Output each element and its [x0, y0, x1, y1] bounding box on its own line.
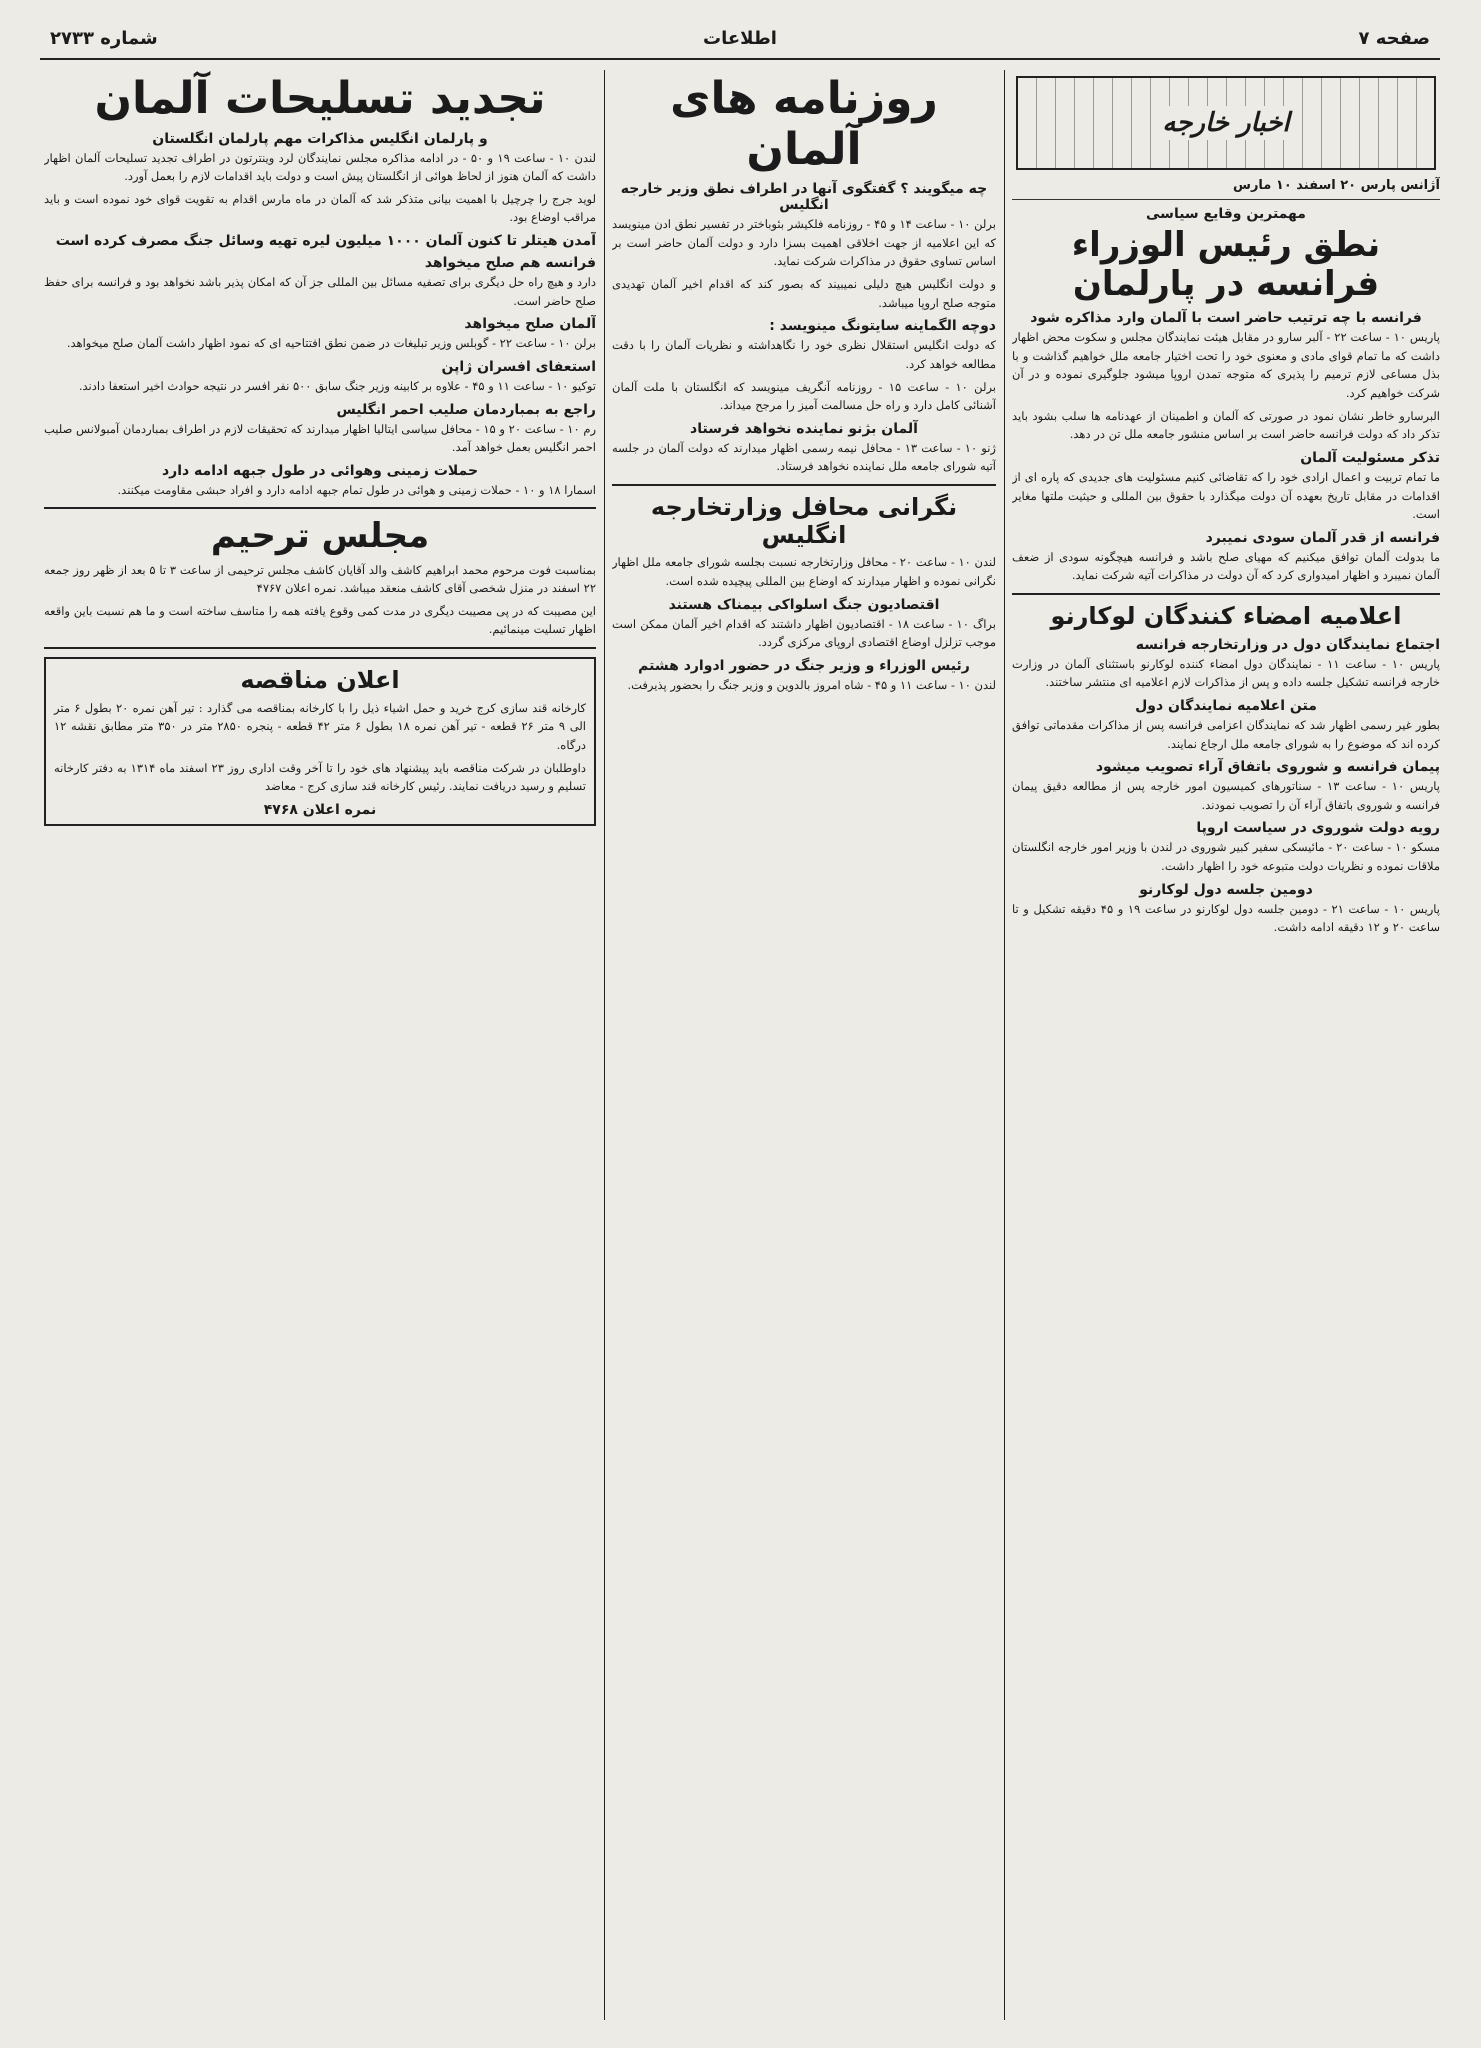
article-text: که دولت انگلیس استقلال نظری خود را نگاهداشته و نظریات آلمان را با دقت مطالعه خواهد کرد. — [612, 338, 996, 371]
section-subhead: آلمان صلح میخواهد — [464, 316, 596, 333]
headline-france-pm: نطق رئیس الوزراء فرانسه در پارلمان — [1071, 225, 1381, 305]
article-text: مسکو ۱۰ - ساعت ۲۰ - مائیسکی سفیر کبیر شوروی در لندن با وزیر امور خارجه انگلستان ملاقات نموده و نظریات دولت متبوعه خود را اظهار داشت. — [1012, 840, 1440, 874]
article-text: برلن ۱۰ - ساعت ۱۵ - روزنامه آنگریف مینویسد که انگلستان با ملت آلمان آشنائی کامل دارد و راه حل مسالمت آمیز را مرجح میداند. — [612, 379, 996, 413]
column-divider — [604, 70, 605, 2020]
section-subhead: حملات زمینی وهوائی در طول جبهه ادامه دارد — [161, 462, 479, 479]
tender-ad — [44, 657, 596, 826]
headline-foreign-office: نگرانی محافل وزارتخارجه انگلیس — [650, 493, 958, 549]
article-text: و دولت انگلیس هیچ دلیلی نمیبیند که بصور کند که اقدام اخیر آلمان تهدیدی متوجه صلح اروپا میباشد. — [612, 277, 996, 310]
subhead-france: فرانسه با چه ترتیب حاضر است با آلمان وارد مذاکره شود — [1030, 310, 1422, 327]
section-subhead: اجتماع نمایندگان دول در وزارتخارجه فرانسه — [1135, 636, 1440, 653]
article-text: رم ۱۰ - ساعت ۲۰ و ۱۵ - محافل سیاسی ایتالیا اظهار میدارند که تحقیقات لازم در اطراف بمباردمان آمبولانس صلیب احمر انگلیس بعمل خواهد آمد. — [44, 421, 596, 455]
headline-german-rearmament: تجدید تسلیحات آلمان — [94, 73, 546, 124]
article-text: اسمارا ۱۸ و ۱۰ - حملات زمینی و هوائی در طول تمام جبهه ادامه دارد و افراد حبشی مقاومت میکنند. — [117, 482, 596, 497]
tender-text: داوطلبان در شرکت مناقصه باید پیشنهاد های خود را تا آخر وقت اداری روز ۲۳ اسفند ماه ۱۳۱۴ به دفتر کارخانه تسلیم و رسید دریافت نمایند. رئیس کارخانه قند سازی کرج - معاضد — [54, 760, 586, 794]
article-text: برلن ۱۰ - ساعت ۱۴ و ۴۵ - روزنامه فلکیشر بئوباختر در تفسیر نطق ادن مینویسد که این اعلامیه از جهت اخلاقی اهمیت بسزا دارد و دولت آلمان حاضر است بر اساس تساوی حقوق در مذاکرات شرکت نماید. — [612, 217, 996, 269]
section-subhead: دومین جلسه دول لوکارنو — [1139, 881, 1313, 898]
section-subhead: راجع به بمباردمان صلیب احمر انگلیس — [336, 401, 596, 418]
section-subhead: اقتصادیون جنگ اسلواکی بیمناک هستند — [668, 596, 940, 613]
article-text: ما بدولت آلمان توافق میکنیم که مهیای صلح باشد و فرانسه هیچگونه سودی از ضعف آلمان نمیبرد و اظهار امیدواری کرد که آن دولت در مذاکرات آتیه شرکت نماید. — [1012, 549, 1440, 583]
section-subhead: متن اعلامیه نمایندگان دول — [1135, 697, 1317, 714]
subhead-parliament: و پارلمان انگلیس مذاکرات مهم پارلمان انگلستان — [152, 130, 488, 147]
tender-text: کارخانه قند سازی کرج خرید و حمل اشیاء ذیل را با کارخانه بمناقصه می گذارد : تیر آهن نمره ۲۰ بطول ۶ متر الی ۹ متر ۲۶ قطعه - تیر آهن نمره ۱۸ بطول ۶ متر ۴۲ قطعه - پنجره ۲۸۵۰ متر در ۳۵۰ متر مطابق نقشه ۱۲ درگاه. — [54, 700, 587, 752]
right-column — [1012, 70, 1440, 2025]
article-text: براگ ۱۰ - ساعت ۱۸ - اقتصادیون اظهار داشتند که اقدام اخیر آلمان ممکن است موجب تزلزل اوضاع اقتصادی اروپای مرکزی گردد. — [612, 616, 996, 650]
section-subhead: فرانسه از قدر آلمان سودی نمیبرد — [1205, 529, 1440, 546]
headline-german-papers: روزنامه های آلمان — [670, 73, 938, 175]
article-text: پاریس ۱۰ - ساعت ۱۳ - سناتورهای کمیسیون امور خارجه پس از مطالعه دقیق پیمان فرانسه و شوروی باتفاق آراء آن را تصویب نمودند. — [1012, 779, 1440, 812]
section-subhead: آلمان بژنو نماینده نخواهد فرستاد — [690, 420, 918, 437]
section-subhead: تذکر مسئولیت آلمان — [1300, 449, 1440, 466]
article-text: پاریس ۱۰ - ساعت ۲۱ - دومین جلسه دول لوکارنو در ساعت ۱۹ و ۴۵ دقیقه تشکیل و تا ساعت ۲۰ و ۱۲ دقیقه ادامه داشت. — [1012, 901, 1440, 935]
kicker: مهمترین وقایع سیاسی — [1146, 206, 1306, 222]
article-text: پاریس ۱۰ - ساعت ۱۱ - نمایندگان دول امضاء کننده لوکارنو باستثنای آلمان در وزارت خارجه فرانسه تشکیل جلسه داده و پس از مذاکرات لازم اعلامیه ای منتشر ساختند. — [1012, 656, 1440, 690]
article-text: دارد و هیچ راه حل دیگری برای تصفیه مسائل بین المللی جز آن که امکان پذیر باشد نخواهد بود و فرانسه برای حفظ صلح حاضر است. — [44, 275, 596, 308]
ad-number: نمره اعلان ۴۷۶۸ — [263, 801, 377, 818]
paper-name: اطلاعات — [703, 28, 777, 49]
section-subhead: پیمان فرانسه و شوروی باتفاق آراء تصویب میشود — [1095, 759, 1440, 776]
article-text: برلن ۱۰ - ساعت ۲۲ - گوبلس وزیر تبلیغات در ضمن نطق افتتاحیه ای که نمود اظهار داشت آلمان صلح میخواهد. — [66, 336, 596, 351]
article-text: توکیو ۱۰ - ساعت ۱۱ و ۴۵ - علاوه بر کابینه وزیر جنگ سابق ۵۰۰ نفر افسر در نتیجه حوادث اخیر استعفا دادند. — [78, 378, 596, 393]
column-divider — [1004, 70, 1005, 2020]
article-text: پاریس ۱۰ - ساعت ۲۲ - آلبر سارو در مقابل هیئت نمایندگان مجلس و سکوت محض اظهار داشت که ما تمام قوای مادی و معنوی خود را تحت اختیار جامعه ملل خواهیم گذاشت و با بذل مساعی لازم ترمیم را پذیری که متوجه تمدن اروپا میشود جلوگیری نموده و در آن شرکت خواهیم کرد. — [1012, 330, 1440, 401]
section-subhead: استعفای افسران ژاپن — [441, 358, 596, 375]
article-text: ما تمام تربیت و اعمال ارادی خود را که تقاضائی کنیم مسئولیت های جدیدی که پاره ای از اقدامات در مقابل تاریخ بعهده آن دولت میگذارد با حقوق بین المللی و حیثیت ملتها مغایر است. — [1012, 469, 1440, 522]
memorial-text: این مصیبت که در پی مصیبت دیگری در مدت کمی وقوع یافته همه را متاسف ساخته است و ما هم نسبت باین واقعه اظهار تسلیت مینمائیم. — [44, 603, 596, 637]
article-text: لندن ۱۰ - ساعت ۱۹ و ۵۰ - در ادامه مذاکره مجلس نمایندگان لرد وینترتون در اطراف تجدید تسلیحات آلمان اظهار داشت که آلمان هنوز از لحاظ هوائی از انگلستان پیش است و دولت باید اقدامات لازم را بعمل آورد. — [44, 150, 596, 184]
article-text: لوید جرج را چرچیل با اهمیت بیانی متذکر شد که آلمان در ماه مارس اقدام به تقویت قوای خود نموده است و باید مراقب اوضاع بود. — [44, 191, 596, 225]
headline-tender: اعلان مناقصه — [240, 666, 400, 695]
page-number: صفحه ۷ — [1358, 28, 1430, 49]
page-header — [40, 22, 1440, 60]
dateline: آژانس پارس ۲۰ اسفند ۱۰ مارس — [1233, 178, 1440, 193]
section-subhead: رئیس الوزراء و وزیر جنگ در حضور ادوارد هشتم — [638, 657, 970, 674]
article-text: لندن ۱۰ - ساعت ۱۱ و ۴۵ - شاه امروز بالدوین و وزیر جنگ را بحضور پذیرفت. — [627, 677, 996, 692]
middle-column — [612, 70, 996, 2025]
left-column — [44, 70, 596, 2025]
subhead-german: چه میگویند ؟ گفتگوی آنها در اطراف نطق وزیر خارجه انگلیس — [620, 181, 988, 214]
headline-locarno: اعلامیه امضاء کنندگان لوکارنو — [1050, 602, 1402, 631]
headline-memorial: مجلس ترحیم — [210, 516, 430, 557]
foreign-news-logo: اخبار خارجه — [1016, 76, 1436, 170]
article-text: ژنو ۱۰ - ساعت ۱۳ - محافل نیمه رسمی اظهار میدارند که دولت آلمان در جلسه آتیه شورای جامعه ملل نماینده نخواهد فرستاد. — [612, 440, 996, 474]
section-subhead: فرانسه هم صلح میخواهد — [424, 255, 596, 272]
memorial-text: بمناسبت فوت مرحوم محمد ابراهیم کاشف والد آقایان کاشف مجلس ترحیمی از ساعت ۳ تا ۵ بعد از ظهر روز جمعه ۲۲ اسفند در منزل شخصی آقای کاشف منعقد میباشد. نمره اعلان ۴۷۶۷ — [44, 562, 596, 596]
article-text: البرسارو خاطر نشان نمود در صورتی که آلمان و اطمینان از عهدنامه ها سلب بشود باید تذکر داد که دولت فرانسه حاضر است بر اساس منشور جامعه ملل تن در دهد. — [1012, 408, 1440, 442]
section-subhead: آمدن هیتلر تا کنون آلمان ۱۰۰۰ میلیون لیره تهیه وسائل جنگ مصرف کرده است — [55, 233, 596, 250]
issue-number: شماره ۲۷۳۳ — [50, 28, 158, 49]
section-subhead: رویه دولت شوروی در سیاست اروپا — [1196, 820, 1440, 837]
article-text: لندن ۱۰ - ساعت ۲۰ - محافل وزارتخارجه نسبت بجلسه شورای جامعه ملل اظهار نگرانی نموده و اظهار میدارند که اوضاع بین المللی پیچیده شده است. — [612, 555, 996, 588]
section-subhead: دوچه الگماینه سایتونگ مینویسد : — [769, 318, 996, 335]
article-text: بطور غیر رسمی اظهار شد که نمایندگان اعزامی فرانسه پس از مذاکرات مقدماتی توافق کرده اند که موضوع را به شورای جامعه ملل ارجاع نمایند. — [1012, 717, 1440, 751]
